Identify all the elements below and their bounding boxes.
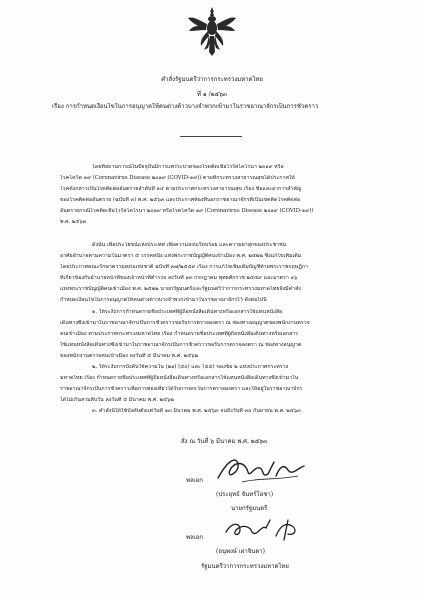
body-line: ได้ไม่เกินสามสิบวัน ลงวันที่ ๕ มีนาคม พ.ศ. ๒๕๖๒ — [60, 397, 174, 403]
signature-prayut — [214, 452, 310, 488]
body-line: อันตรายกรณีโรคติดเชื้อไวรัสโคโรนา ๒๐๑๙ หรือโรคโควิด ๑๙ (Coronavirus Disease ๒๐๑๙ (COVID-๑๙)) — [60, 208, 314, 214]
signatory-2-rank: พลเอก — [186, 534, 203, 541]
issuer-title: คำสั่งรัฐมนตรีว่าการกระทรวงมหาดไทย — [161, 76, 263, 83]
body-line: ๓. คำสั่งนี้ให้ใช้บังคับตั้งแต่วันที่ ๑๓ มีนาคม พ.ศ. ๒๕๖๓ จนถึงวันที่ ๓๐ กันยายน พ.ศ. ๒๕๖๓ — [92, 408, 301, 414]
body-line: ๑. ให้ระงับการกำหนดรายชื่อประเทศที่ผู้ถือหนังสือเดินทางหรือเอกสารใช้แทนหนังสือ — [92, 309, 283, 315]
body-line: กำหนดเงื่อนไขในการอนุญาตให้คนต่างด้าวบางจำพวกเข้ามาในราชอาณาจักรไว้ ดังต่อไปนี้ — [60, 297, 267, 303]
body-line: โรคดังกล่าวเป็นโรคติดต่ออันตรายลำดับที่ ๑๔ ตามประกาศกระทรวงสาธารณสุข เรื่อง ชื่อและอาการสำคัญ — [60, 186, 302, 192]
body-line: อาศัยอำนาจตามความในมาตรา ๕ วรรคหนึ่ง แห่งพระราชบัญญัติคนเข้าเมือง พ.ศ. ๒๕๒๒ ซึ่งแก้ไขเพิ่มเติม — [60, 253, 302, 259]
signatory-1-position: นายกรัฐมนตรี — [231, 505, 268, 512]
signatory-1-name: (ประยุทธ์ จันทร์โอชา) — [216, 491, 274, 498]
body-line: เดินทางซึ่งเข้ามาในราชอาณาจักรเป็นการชั่วคราวขอรับการตรวจลงตรา ณ ช่องทางอนุญาตของพนักงานตรวจ — [60, 320, 310, 326]
body-line: แห่งพระราชบัญญัติคนเข้าเมือง พ.ศ. ๒๕๒๒ นายกรัฐมนตรีและรัฐมนตรีว่าการกระทรวงมหาดไทยจึงมีคำสั่ง — [60, 286, 301, 292]
body-line: ราชอาณาจักรเป็นการชั่วคราวเพื่อการท่องเที่ยวได้รับการยกเว้นการตรวจลงตรา และให้อยู่ในราชอาณาจักร — [60, 386, 303, 392]
body-line: โดยประกาศคณะรักษาความสงบแห่งชาติ ฉบับที่ ๓๗/๒๕๕๙ เรื่อง การแก้ไขเพิ่มเติมบัญชีท้ายพระราชกฤษฎีกา — [60, 264, 308, 270]
body-line: ของโรคติดต่ออันตราย (ฉบับที่ ๓) พ.ศ. ๒๕๖๓ และประกาศท้องที่นอกราชอาณาจักรที่เป็นเขตติดโรคติดต่อ — [60, 197, 301, 203]
divider — [180, 136, 242, 137]
garuda-emblem-icon — [187, 6, 237, 58]
signatory-2-name: (อนุพงษ์ เผ่าจินดา) — [216, 548, 265, 555]
order-date: สั่ง ณ วันที่ ๖ มีนาคม พ.ศ. ๒๕๖๓ — [181, 438, 268, 445]
signatory-1-rank: พลเอก — [186, 477, 203, 484]
body-line: โดยที่สถานการณ์ในปัจจุบันมีการแพร่ระบาดของโรคติดเชื้อไวรัสโคโรนา ๒๐๑๙ หรือ — [92, 164, 284, 170]
body-line: ดังนั้น เพื่อประโยชน์แห่งประเทศ เพื่อความสงบเรียบร้อย และความผาสุกของประชาชน — [92, 242, 287, 248]
body-line: ๒. ให้ระงับการบังคับใช้ความใน (๒๑) (๕๐) และ (๕๕) ของข้อ ๒ แห่งประกาศกระทรวง — [92, 364, 289, 370]
body-line: ที่เกี่ยวข้องกับอำนาจหน้าที่ของเจ้าหน้าที่ตำรวจ ลงวันที่ ๑๓ กรกฎาคม พุทธศักราช ๒๕๕๙ และมาตรา ๑๖ — [60, 275, 298, 281]
signature-anupong — [222, 514, 306, 544]
body-line: มหาดไทย เรื่อง กำหนดรายชื่อประเทศที่ผู้ถือหนังสือเดินทางหรือเอกสารใช้แทนหนังสือเดินทางซึ่งเข้ามาใน — [60, 375, 299, 381]
subject-line: เรื่อง การกำหนดเงื่อนไขในการอนุญาตให้คนต่างด้าวบางจำพวกเข้ามาในราชอาณาจักรเป็นการชั่วคราว — [52, 103, 319, 110]
body-line: ของพนักงานตรวจคนเข้าเมือง ลงวันที่ ๕ มีนาคม พ.ศ. ๒๕๖๒ — [60, 353, 198, 359]
body-line: คนเข้าเมือง ตามประกาศกระทรวงมหาดไทย เรื่อง กำหนดรายชื่อประเทศที่ผู้ถือหนังสือเดินทางหรือเอกสาร — [60, 331, 299, 337]
order-number: ที่ ๑ /๒๕๖๓ — [196, 91, 227, 98]
body-line: โรคโควิด ๑๙ (Coronavirus Disease ๒๐๑๙ (COVID-๑๙)) ตามที่กระทรวงสาธารณสุขได้ประกาศให้ — [60, 175, 295, 181]
signatory-2-position: รัฐมนตรีว่าการกระทรวงมหาดไทย — [201, 563, 289, 570]
body-line: พ.ศ. ๒๕๖๓ — [60, 219, 87, 225]
body-line: ใช้แทนหนังสือเดินทางซึ่งเข้ามาในราชอาณาจักรเป็นการชั่วคราวขอรับการตรวจลงตรา ณ ช่องทางอนุญาต — [60, 342, 302, 348]
